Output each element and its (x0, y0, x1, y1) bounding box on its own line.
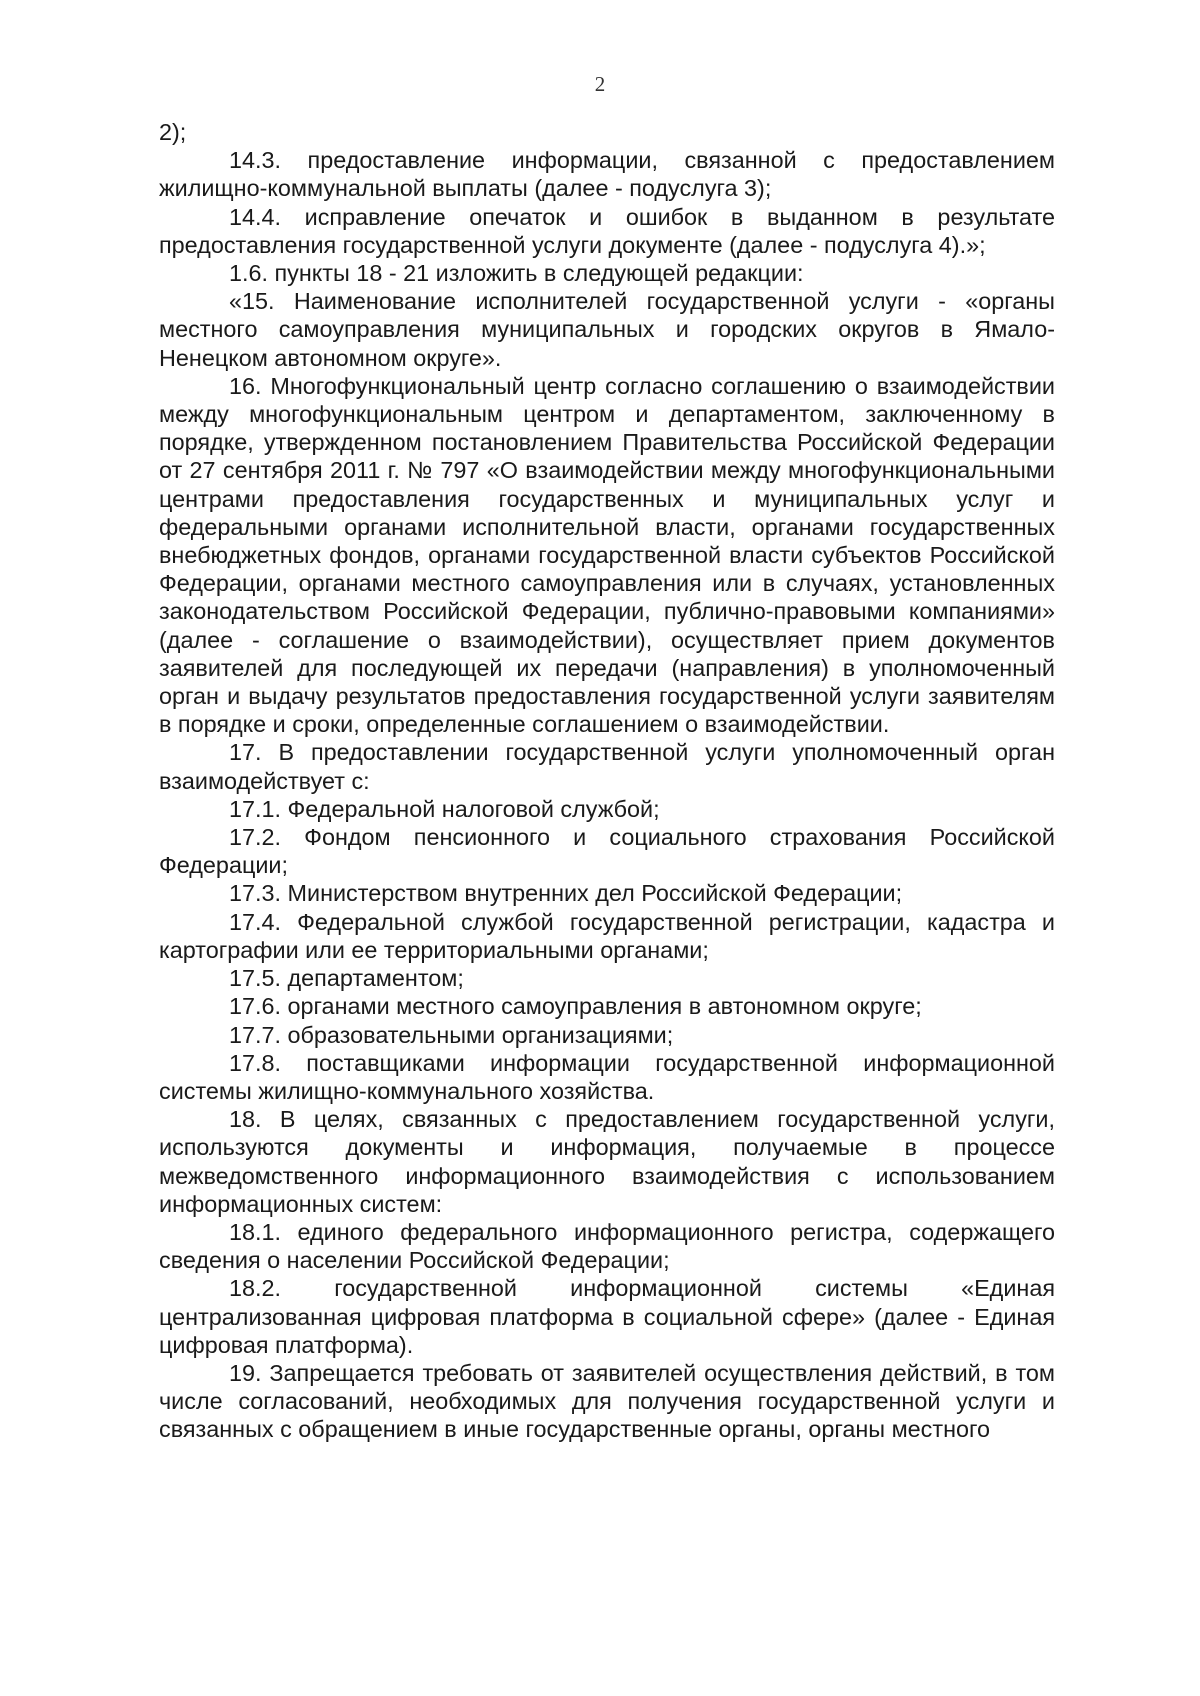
paragraph: 17.1. Федеральной налоговой службой; (229, 795, 660, 822)
page-number: 2 (594, 72, 606, 96)
document-body (159, 118, 1055, 1444)
paragraph: 17.5. департаментом; (229, 965, 464, 992)
paragraph: 18.2. государственной информационной системы «Единая централизованная цифровая платформа в социальной сфере» (далее - Единая цифровая платформа). (159, 1275, 1055, 1358)
paragraph: 1.6. пункты 18 - 21 изложить в следующей редакции: (229, 260, 804, 287)
paragraph: 17. В предоставлении государственной услуги уполномоченный орган взаимодействует с: (159, 739, 1055, 794)
paragraph: 17.7. образовательными организациями; (229, 1021, 674, 1048)
paragraph: 18.1. единого федерального информационного регистра, содержащего сведения о населении Российской Федерации; (159, 1218, 1055, 1274)
paragraph: 17.8. поставщиками информации государственной информационной системы жилищно-коммунального хозяйства. (159, 1049, 1055, 1104)
paragraph: 17.4. Федеральной службой государственной регистрации, кадастра и картографии или ее территориальными органами; (159, 908, 1055, 963)
paragraph: 17.2. Фондом пенсионного и социального страхования Российской Федерации; (159, 824, 1055, 879)
paragraph: 14.3. предоставление информации, связанной с предоставлением жилищно-коммунальной выплаты (далее - подуслуга 3); (159, 147, 1055, 202)
paragraph: 2); (159, 119, 187, 145)
paragraph: 19. Запрещается требовать от заявителей осуществления действий, в том числе согласований, необходимых для получения государственной услуги и связанных с обращением в иные государственные органы, органы местного (159, 1359, 1055, 1443)
paragraph: 14.4. исправление опечаток и ошибок в выданном в результате предоставления государственной услуги документе (далее - подуслуга 4).»; (159, 203, 1055, 258)
paragraph: 17.6. органами местного самоуправления в автономном округе; (229, 993, 922, 1020)
paragraph: 18. В целях, связанных с предоставлением государственной услуги, используются документы и информация, получаемые в процессе межведомственного информационного взаимодействия с использованием информационных систем: (159, 1106, 1055, 1217)
paragraph: 16. Многофункциональный центр согласно соглашению о взаимодействии между многофункциональным центром и департаментом, заключенному в порядке, утвержденном постановлением Правительства Российской Федерации от 27 сентября 2011 г. № 797 «О взаимодействии между многофункциональными центрами предоставления государственных и муниципальных услуг и федеральными органами исполнительной власти, органами государственных внебюджетных фондов, органами государственной власти субъектов Российской Федерации, органами местного самоуправления или в случаях, установленных законодательством Российской Федерации, публично-правовыми компаниями» (далее - соглашение о взаимодействии), осуществляет прием документов заявителей для последующей их передачи (направления) в уполномоченный орган и выдачу результатов предоставления государственной услуги заявителям в порядке и сроки, определенные соглашением о взаимодействии. (159, 372, 1055, 738)
paragraph: «15. Наименование исполнителей государственной услуги - «органы местного самоуправления муниципальных и городских округов в Ямало-Ненецком автономном округе». (159, 288, 1055, 371)
paragraph: 17.3. Министерством внутренних дел Российской Федерации; (229, 880, 903, 907)
